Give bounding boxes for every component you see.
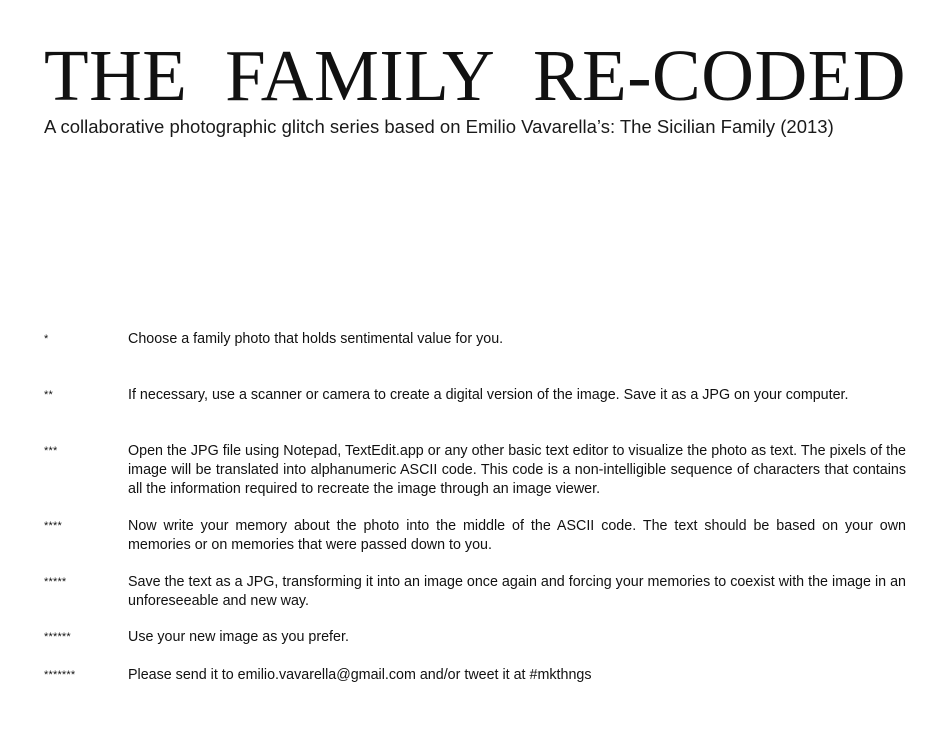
step-text: Please send it to emilio.vavarella@gmail.com and/or tweet it at #mkthngs <box>128 667 592 683</box>
step-text: Use your new image as you prefer. <box>128 629 349 645</box>
title-word-the: THE <box>44 35 188 116</box>
step-marker: ***** <box>44 576 67 588</box>
step-text: If necessary, use a scanner or camera to create a digital version of the image. Save it as a JPG on your computer. <box>128 387 849 403</box>
step-text: Open the JPG file using Notepad, TextEdit.app or any other basic text editor to visualize the photo as text. The pixels of the image will be translated into alphanumeric ASCII code. This code is a non-intelligible sequence of characters that contains all the information required to recreate the image through an image viewer. <box>128 443 906 497</box>
step-marker: ******* <box>44 669 76 681</box>
title-word-recoded: RE-CODED <box>532 35 906 116</box>
step-marker: **** <box>44 520 62 532</box>
page-title <box>44 35 906 116</box>
step-text: Now write your memory about the photo into the middle of the ASCII code. The text should be based on your own memories or on memories that were passed down to you. <box>128 518 906 553</box>
step-text: Choose a family photo that holds sentimental value for you. <box>128 331 504 347</box>
step-text: Save the text as a JPG, transforming it into an image once again and forcing your memories to coexist with the image in an unforeseeable and new way. <box>128 574 906 609</box>
step-marker: ****** <box>44 631 71 643</box>
step-marker: ** <box>44 389 53 401</box>
title-word-family: FAMILY <box>225 35 496 116</box>
step-marker: * <box>44 333 49 345</box>
step-marker: *** <box>44 445 58 457</box>
page-subtitle: A collaborative photographic glitch series based on Emilio Vavarella’s: The Sicilian Family (2013) <box>44 116 834 137</box>
